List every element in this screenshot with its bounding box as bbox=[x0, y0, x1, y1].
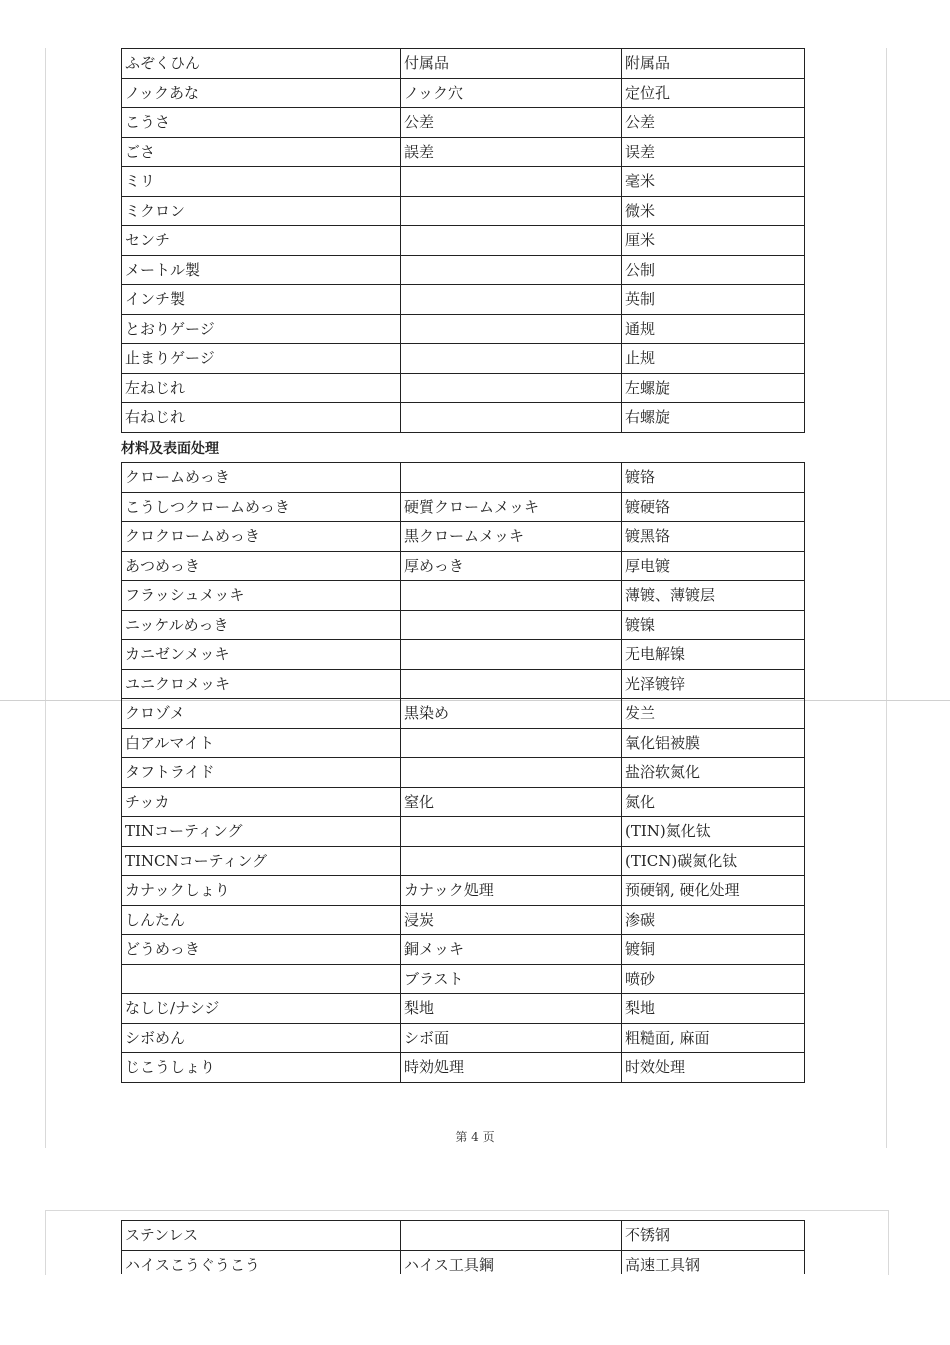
table-row bbox=[122, 640, 805, 670]
cell-japanese-term: 公差 bbox=[401, 108, 622, 138]
cell-japanese-reading: どうめっき bbox=[122, 935, 401, 965]
table-row bbox=[122, 905, 805, 935]
cell-chinese-term: 英制 bbox=[622, 285, 805, 315]
cell-japanese-term: 梨地 bbox=[401, 994, 622, 1024]
table-row bbox=[122, 167, 805, 197]
cell-chinese-term: 梨地 bbox=[622, 994, 805, 1024]
cell-chinese-term: 厘米 bbox=[622, 226, 805, 256]
table-row bbox=[122, 492, 805, 522]
cell-chinese-term: 预硬钢, 硬化处理 bbox=[622, 876, 805, 906]
cell-japanese-term: 厚めっき bbox=[401, 551, 622, 581]
cell-chinese-term: 不锈钢 bbox=[622, 1221, 805, 1251]
cell-chinese-term: 氧化铝被膜 bbox=[622, 728, 805, 758]
cell-japanese-term bbox=[401, 640, 622, 670]
cell-japanese-reading: ふぞくひん bbox=[122, 49, 401, 79]
cell-japanese-reading: ステンレス bbox=[122, 1221, 401, 1251]
cell-chinese-term: 无电解镍 bbox=[622, 640, 805, 670]
cell-japanese-term: シボ面 bbox=[401, 1023, 622, 1053]
cell-japanese-reading: ハイスこうぐうこう bbox=[122, 1250, 401, 1274]
cell-japanese-reading: メートル製 bbox=[122, 255, 401, 285]
table-row bbox=[122, 551, 805, 581]
cell-japanese-term bbox=[401, 728, 622, 758]
cell-chinese-term: 时效处理 bbox=[622, 1053, 805, 1083]
cell-japanese-reading: タフトライド bbox=[122, 758, 401, 788]
cell-chinese-term: 薄镀、薄镀层 bbox=[622, 581, 805, 611]
cell-japanese-reading: しんたん bbox=[122, 905, 401, 935]
cell-chinese-term: 盐浴软氮化 bbox=[622, 758, 805, 788]
cell-japanese-term: カナック処理 bbox=[401, 876, 622, 906]
cell-chinese-term: 光泽镀锌 bbox=[622, 669, 805, 699]
cell-japanese-term: ノック穴 bbox=[401, 78, 622, 108]
cell-japanese-term bbox=[401, 255, 622, 285]
cell-chinese-term: 左螺旋 bbox=[622, 373, 805, 403]
cell-japanese-reading: ユニクロメッキ bbox=[122, 669, 401, 699]
page-border-right bbox=[886, 48, 887, 1148]
cell-chinese-term: 镀铜 bbox=[622, 935, 805, 965]
cell-japanese-term: ブラスト bbox=[401, 964, 622, 994]
table-row bbox=[122, 78, 805, 108]
cell-japanese-reading: ニッケルめっき bbox=[122, 610, 401, 640]
cell-japanese-term: ハイス工具鋼 bbox=[401, 1250, 622, 1274]
table-row bbox=[122, 1023, 805, 1053]
cell-chinese-term: 毫米 bbox=[622, 167, 805, 197]
table-row bbox=[122, 314, 805, 344]
cell-chinese-term: 误差 bbox=[622, 137, 805, 167]
cell-japanese-reading: ミリ bbox=[122, 167, 401, 197]
table-row bbox=[122, 522, 805, 552]
cell-japanese-term: 窒化 bbox=[401, 787, 622, 817]
cell-chinese-term: 定位孔 bbox=[622, 78, 805, 108]
cell-japanese-term bbox=[401, 846, 622, 876]
cell-japanese-term bbox=[401, 314, 622, 344]
cell-chinese-term: 发兰 bbox=[622, 699, 805, 729]
cell-chinese-term: 止规 bbox=[622, 344, 805, 374]
cell-japanese-reading: チッカ bbox=[122, 787, 401, 817]
cell-chinese-term: 高速工具钢 bbox=[622, 1250, 805, 1274]
section-heading: 材料及表面处理 bbox=[121, 441, 219, 457]
table-row bbox=[122, 1221, 805, 1251]
cell-japanese-term bbox=[401, 344, 622, 374]
table-row bbox=[122, 1053, 805, 1083]
cell-chinese-term: 氮化 bbox=[622, 787, 805, 817]
table-row bbox=[122, 137, 805, 167]
cell-japanese-reading: クロクロームめっき bbox=[122, 522, 401, 552]
cell-chinese-term: 镀硬铬 bbox=[622, 492, 805, 522]
cell-japanese-term: 付属品 bbox=[401, 49, 622, 79]
cell-japanese-reading: こうしつクロームめっき bbox=[122, 492, 401, 522]
cell-japanese-reading: インチ製 bbox=[122, 285, 401, 315]
table-row bbox=[122, 108, 805, 138]
cell-chinese-term: 附属品 bbox=[622, 49, 805, 79]
cell-chinese-term: 微米 bbox=[622, 196, 805, 226]
table-row bbox=[122, 787, 805, 817]
cell-japanese-term: 誤差 bbox=[401, 137, 622, 167]
cell-japanese-term: 黒染め bbox=[401, 699, 622, 729]
cell-japanese-reading: クロームめっき bbox=[122, 463, 401, 493]
terms-table-next-page bbox=[121, 1220, 805, 1274]
table-row bbox=[122, 935, 805, 965]
table-row bbox=[122, 846, 805, 876]
cell-chinese-term: 公差 bbox=[622, 108, 805, 138]
cell-japanese-term bbox=[401, 1221, 622, 1251]
cell-japanese-reading: なしじ/ナシジ bbox=[122, 994, 401, 1024]
table-row bbox=[122, 403, 805, 433]
terms-table-general bbox=[121, 48, 805, 433]
cell-japanese-term: 黒クロームメッキ bbox=[401, 522, 622, 552]
cell-japanese-term: 時効処理 bbox=[401, 1053, 622, 1083]
cell-japanese-term bbox=[401, 463, 622, 493]
cell-japanese-reading: ノックあな bbox=[122, 78, 401, 108]
cell-japanese-reading bbox=[122, 964, 401, 994]
cell-japanese-term bbox=[401, 669, 622, 699]
cell-japanese-reading: 左ねじれ bbox=[122, 373, 401, 403]
terms-table-materials bbox=[121, 462, 805, 1083]
table-row bbox=[122, 964, 805, 994]
table-row bbox=[122, 699, 805, 729]
cell-japanese-reading: クロゾメ bbox=[122, 699, 401, 729]
page-number: 第 4 页 bbox=[455, 1130, 495, 1144]
cell-japanese-reading: こうさ bbox=[122, 108, 401, 138]
cell-japanese-term: 硬質クロームメッキ bbox=[401, 492, 622, 522]
table-row bbox=[122, 49, 805, 79]
cell-chinese-term: 镀黑铬 bbox=[622, 522, 805, 552]
cell-japanese-reading: ごさ bbox=[122, 137, 401, 167]
cell-chinese-term: 公制 bbox=[622, 255, 805, 285]
cell-japanese-term bbox=[401, 610, 622, 640]
cell-chinese-term: 右螺旋 bbox=[622, 403, 805, 433]
cell-japanese-reading: カニゼンメッキ bbox=[122, 640, 401, 670]
cell-japanese-term bbox=[401, 226, 622, 256]
cell-japanese-term bbox=[401, 167, 622, 197]
cell-japanese-reading: センチ bbox=[122, 226, 401, 256]
cell-japanese-reading: 止まりゲージ bbox=[122, 344, 401, 374]
cell-chinese-term: 厚电镀 bbox=[622, 551, 805, 581]
table-row bbox=[122, 226, 805, 256]
cell-japanese-reading: 右ねじれ bbox=[122, 403, 401, 433]
table-row bbox=[122, 610, 805, 640]
cell-japanese-reading: とおりゲージ bbox=[122, 314, 401, 344]
cell-chinese-term: 镀铬 bbox=[622, 463, 805, 493]
cell-japanese-reading: 白アルマイト bbox=[122, 728, 401, 758]
cell-chinese-term: (TIN)氮化钛 bbox=[622, 817, 805, 847]
table-row bbox=[122, 255, 805, 285]
cell-japanese-term bbox=[401, 196, 622, 226]
cell-japanese-term bbox=[401, 758, 622, 788]
cell-chinese-term: 镀镍 bbox=[622, 610, 805, 640]
cell-chinese-term: 粗糙面, 麻面 bbox=[622, 1023, 805, 1053]
table-row bbox=[122, 196, 805, 226]
table-row bbox=[122, 817, 805, 847]
cell-japanese-reading: カナックしょり bbox=[122, 876, 401, 906]
cell-japanese-term bbox=[401, 817, 622, 847]
cell-chinese-term: 通规 bbox=[622, 314, 805, 344]
cell-japanese-reading: TINコーティング bbox=[122, 817, 401, 847]
table-row bbox=[122, 1250, 805, 1274]
cell-chinese-term: 渗碳 bbox=[622, 905, 805, 935]
next-page bbox=[0, 1210, 950, 1274]
page-border-left bbox=[45, 48, 46, 1148]
cell-chinese-term: (TICN)碳氮化钛 bbox=[622, 846, 805, 876]
cell-japanese-reading: TINCNコーティング bbox=[122, 846, 401, 876]
table-row bbox=[122, 463, 805, 493]
cell-japanese-reading: フラッシュメッキ bbox=[122, 581, 401, 611]
table-row bbox=[122, 994, 805, 1024]
cell-japanese-reading: あつめっき bbox=[122, 551, 401, 581]
table-row bbox=[122, 876, 805, 906]
cell-chinese-term: 喷砂 bbox=[622, 964, 805, 994]
table-row bbox=[122, 344, 805, 374]
cell-japanese-reading: じこうしょり bbox=[122, 1053, 401, 1083]
table-row bbox=[122, 581, 805, 611]
cell-japanese-reading: ミクロン bbox=[122, 196, 401, 226]
table-row bbox=[122, 728, 805, 758]
cell-japanese-term: 銅メッキ bbox=[401, 935, 622, 965]
cell-japanese-term bbox=[401, 373, 622, 403]
cell-japanese-reading: シボめん bbox=[122, 1023, 401, 1053]
table-row bbox=[122, 758, 805, 788]
cell-japanese-term bbox=[401, 581, 622, 611]
cell-japanese-term: 浸炭 bbox=[401, 905, 622, 935]
table-row bbox=[122, 285, 805, 315]
table-row bbox=[122, 373, 805, 403]
cell-japanese-term bbox=[401, 403, 622, 433]
table-row bbox=[122, 669, 805, 699]
cell-japanese-term bbox=[401, 285, 622, 315]
